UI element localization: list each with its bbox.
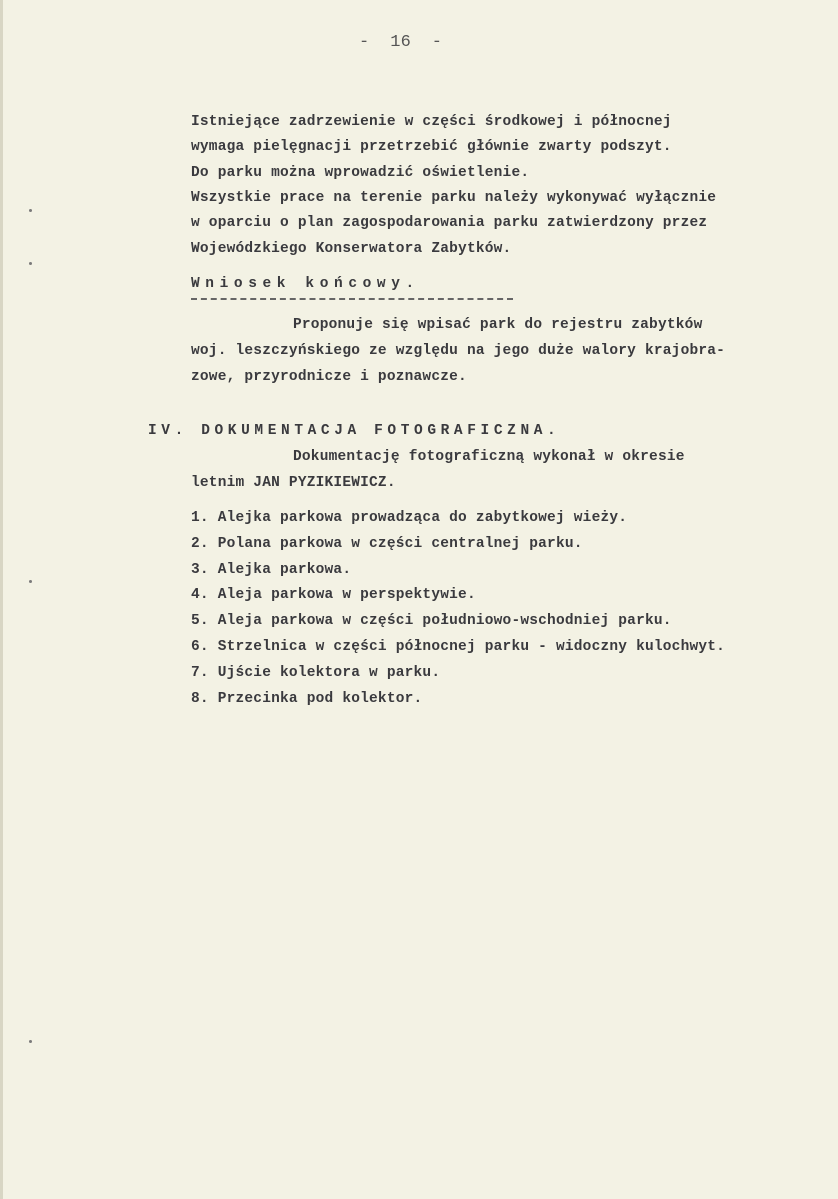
page-number: - 16 - — [359, 33, 443, 52]
list-item: 8. Przecinka pod kolektor. — [191, 691, 423, 707]
list-item: 5. Aleja parkowa w części południowo-wschodniej parku. — [191, 613, 672, 629]
list-item: 6. Strzelnica w części północnej parku - widoczny kulochwyt. — [191, 639, 726, 655]
section-intro-line: letnim JAN PYZIKIEWICZ. — [191, 475, 396, 491]
paragraph-line: Wszystkie prace na terenie parku należy wykonywać wyłącznie — [191, 190, 717, 206]
heading-underline — [191, 298, 513, 300]
margin-speck — [29, 262, 32, 265]
paragraph-line: wymaga pielęgnacji przetrzebić głównie zwarty podszyt. — [191, 139, 672, 155]
margin-speck — [29, 209, 32, 212]
conclusion-heading: Wniosek końcowy. — [191, 276, 420, 292]
paragraph-line: Do parku można wprowadzić oświetlenie. — [191, 165, 530, 181]
paragraph-line: Istniejące zadrzewienie w części środkowej i północnej — [191, 114, 672, 130]
section-heading: IV. DOKUMENTACJA FOTOGRAFICZNA. — [148, 423, 561, 439]
conclusion-line: woj. leszczyńskiego ze względu na jego duże walory krajobra- — [191, 343, 726, 359]
conclusion-line: zowe, przyrodnicze i poznawcze. — [191, 369, 467, 385]
paragraph-line: w oparciu o plan zagospodarowania parku zatwierdzony przez — [191, 215, 708, 231]
section-intro-line: Dokumentację fotograficzną wykonał w okresie — [293, 449, 685, 465]
list-item: 2. Polana parkowa w części centralnej parku. — [191, 536, 583, 552]
paragraph-line: Wojewódzkiego Konserwatora Zabytków. — [191, 241, 512, 257]
list-item: 4. Aleja parkowa w perspektywie. — [191, 587, 476, 603]
list-item: 3. Alejka parkowa. — [191, 562, 352, 578]
margin-speck — [29, 580, 32, 583]
list-item: 7. Ujście kolektora w parku. — [191, 665, 441, 681]
conclusion-line: Proponuje się wpisać park do rejestru zabytków — [293, 317, 703, 333]
margin-speck — [29, 1040, 32, 1043]
list-item: 1. Alejka parkowa prowadząca do zabytkowej wieży. — [191, 510, 628, 526]
